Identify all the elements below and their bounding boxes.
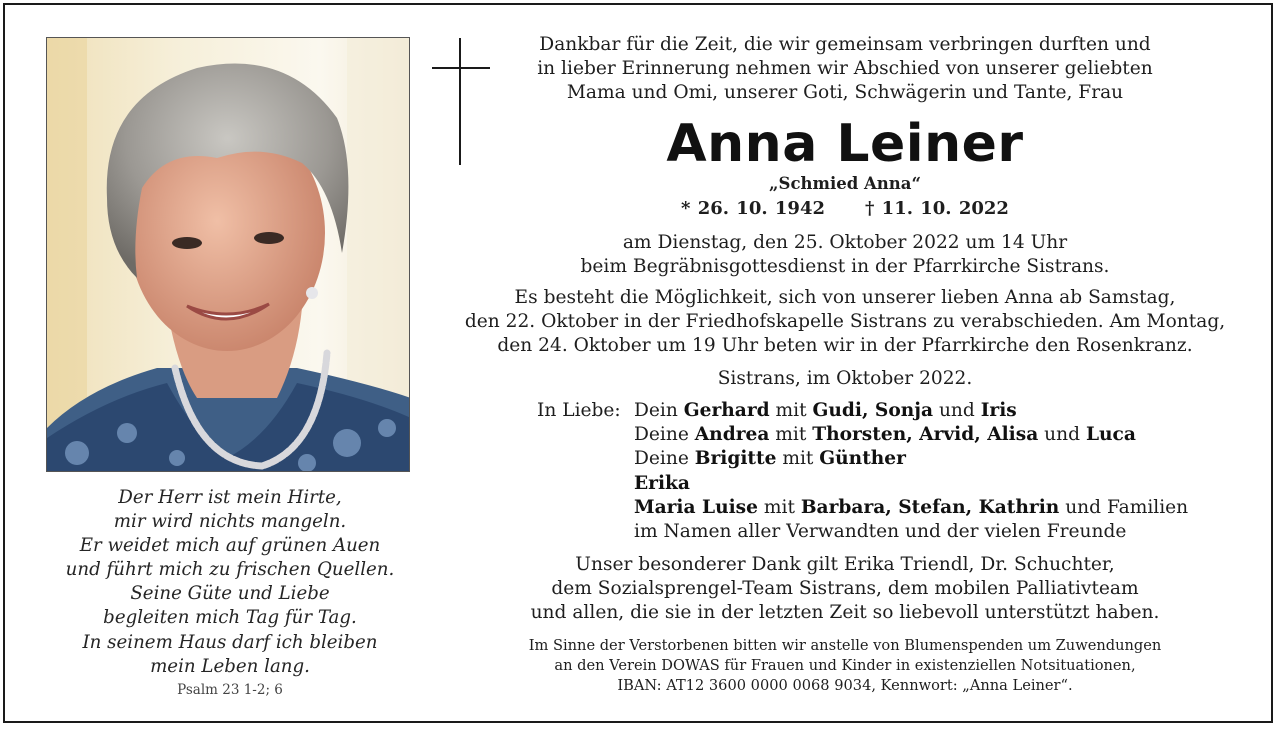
family-lines (634, 399, 1188, 544)
intro-text (440, 33, 1250, 105)
psalm-line: begleiten mich Tag für Tag. (103, 607, 357, 629)
family-member-name: Brigitte (694, 448, 777, 470)
family-text: mit (776, 448, 820, 470)
family-member-name: Gerhard (683, 400, 770, 421)
family-line (634, 399, 1188, 423)
death-date: † 11. 10. 2022 (865, 198, 1009, 219)
psalm-line: und führt mich zu frischen Quellen. (65, 559, 395, 581)
psalm-line: Der Herr ist mein Hirte, (118, 487, 342, 508)
family-text: und (1038, 424, 1086, 446)
donation-line: Im Sinne der Verstorbenen bitten wir anstelle von Blumenspenden um Zuwendungen (528, 637, 1162, 654)
viewing-line: den 22. Oktober in der Friedhofskapelle Sistrans zu verabschieden. Am Montag, (464, 311, 1226, 332)
family-text: im Namen aller Verwandten und der vielen Freunde (634, 520, 1127, 542)
family-member-name: Barbara, Stefan, Kathrin (800, 496, 1060, 518)
psalm-line: mein Leben lang. (150, 655, 310, 677)
life-dates (440, 196, 1250, 222)
family-member-name: Iris (980, 400, 1017, 421)
donation-text (440, 636, 1250, 695)
family-label: In Liebe: (537, 400, 621, 421)
family-line (634, 520, 1188, 544)
family-member-name: Günther (819, 448, 906, 470)
family-text: mit (769, 400, 813, 421)
donation-line: IBAN: AT12 3600 0000 0068 9034, Kennwort: „Anna Leiner“. (617, 676, 1073, 694)
family-text: und Familien (1059, 496, 1189, 518)
place-date: Sistrans, im Oktober 2022. (717, 368, 973, 389)
viewing-text (440, 286, 1250, 358)
intro-line: in lieber Erinnerung nehmen wir Abschied von unserer geliebten (537, 58, 1153, 79)
intro-line: Mama und Omi, unserer Goti, Schwägerin und Tante, Frau (566, 82, 1124, 103)
family-text: mit (769, 424, 813, 446)
family-member-name: Maria Luise (634, 496, 758, 518)
family-text: und (933, 400, 981, 421)
family-member-name: Luca (1085, 424, 1136, 446)
psalm-reference: Psalm 23 1-2; 6 (177, 681, 283, 698)
psalm-quote (40, 486, 420, 701)
birth-date: * 26. 10. 1942 (681, 198, 825, 219)
psalm-line: Seine Güte und Liebe (130, 583, 330, 605)
thanks-text (440, 553, 1250, 626)
thanks-line: Unser besonderer Dank gilt Erika Triendl, Dr. Schuchter, (575, 554, 1115, 575)
thanks-line: und allen, die sie in der letzten Zeit so liebevoll unterstützt haben. (530, 602, 1160, 624)
thanks-line: dem Sozialsprengel-Team Sistrans, dem mobilen Palliativteam (551, 578, 1139, 600)
service-line: beim Begräbnisgottesdienst in der Pfarrkirche Sistrans. (580, 256, 1110, 277)
psalm-line: mir wird nichts mangeln. (113, 511, 347, 533)
family-text: Deine (634, 448, 695, 470)
family-line (634, 496, 1188, 520)
family-text: Deine (634, 424, 695, 446)
family-text: mit (757, 496, 801, 518)
portrait-photo (46, 37, 410, 472)
family-line (634, 423, 1188, 447)
family-line (634, 472, 1188, 496)
viewing-line: den 24. Oktober um 19 Uhr beten wir in der Pfarrkirche den Rosenkranz. (497, 335, 1193, 356)
service-line: am Dienstag, den 25. Oktober 2022 um 14 Uhr (622, 232, 1068, 253)
family-member-name: Thorsten, Arvid, Alisa (812, 424, 1039, 446)
family-text: Dein (634, 400, 684, 421)
funeral-service-text (440, 231, 1250, 279)
viewing-line: Es besteht die Möglichkeit, sich von unserer lieben Anna ab Samstag, (514, 287, 1176, 308)
deceased-name: Anna Leiner (666, 114, 1024, 174)
family-member-name: Erika (634, 472, 690, 494)
intro-line: Dankbar für die Zeit, die wir gemeinsam verbringen durften und (539, 34, 1151, 55)
family-line (634, 447, 1188, 471)
donation-line: an den Verein DOWAS für Frauen und Kinder in existenziellen Notsituationen, (554, 656, 1136, 674)
psalm-line: In seinem Haus darf ich bleiben (82, 631, 378, 653)
family-member-name: Gudi, Sonja (812, 400, 934, 421)
family-member-name: Andrea (694, 424, 770, 446)
nickname: „Schmied Anna“ (769, 174, 921, 193)
psalm-line: Er weidet mich auf grünen Auen (79, 535, 381, 557)
